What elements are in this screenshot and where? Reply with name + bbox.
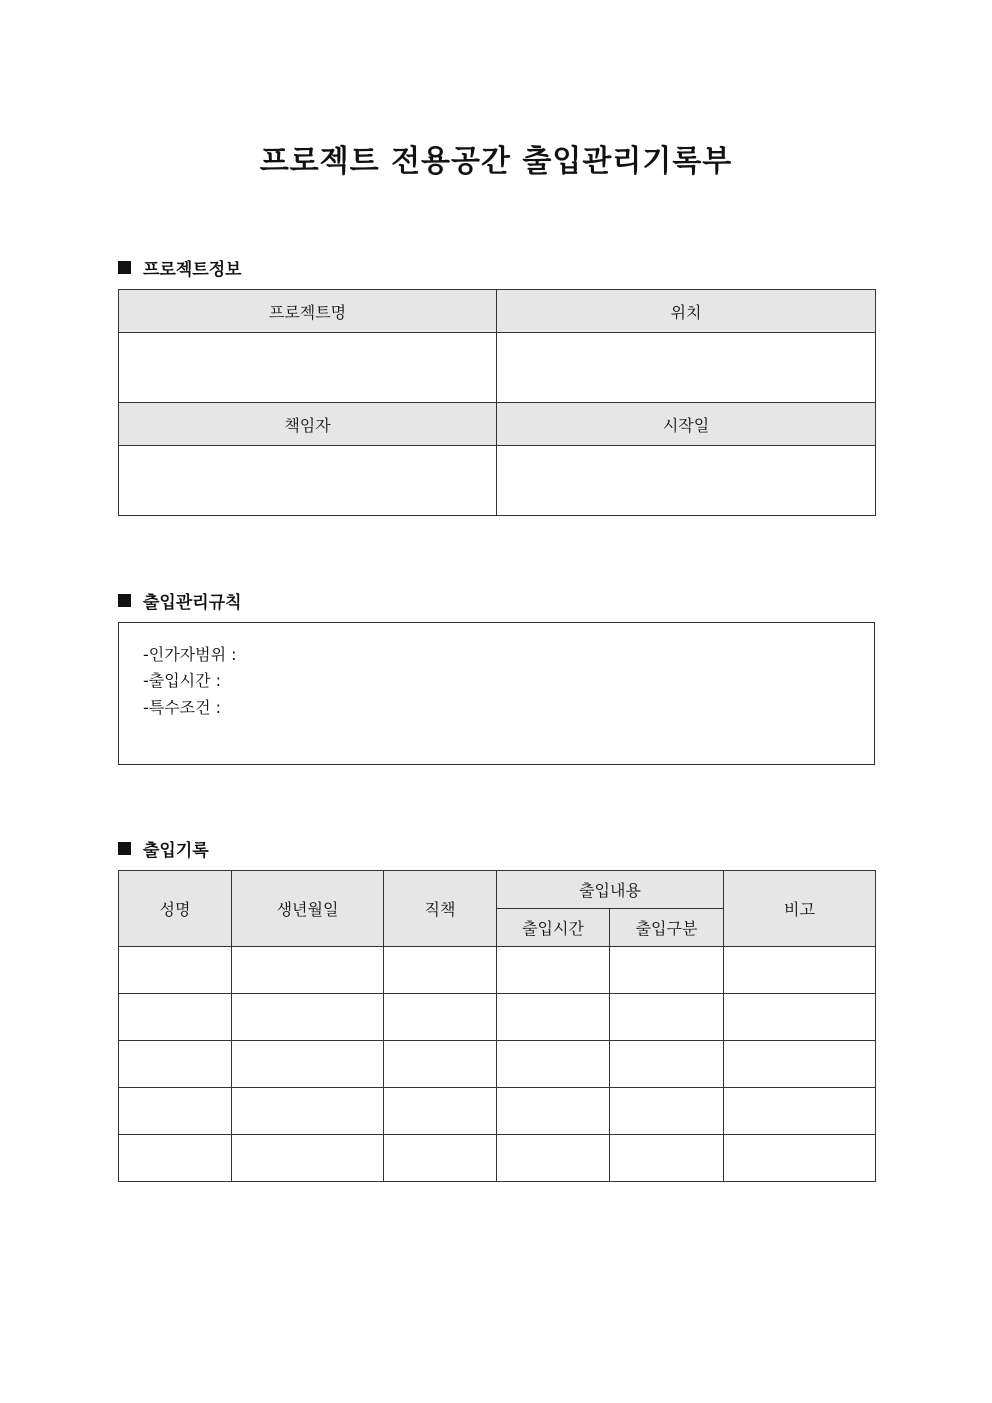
table-cell[interactable]	[610, 1088, 724, 1135]
access-type-column-header: 출입구분	[610, 909, 724, 947]
access-records-table	[118, 870, 876, 1182]
table-cell[interactable]	[497, 1088, 610, 1135]
table-cell[interactable]	[724, 947, 876, 994]
manager-label: 책임자	[119, 403, 497, 446]
access-rules-heading-label: 출입관리규칙	[143, 593, 242, 613]
table-cell[interactable]	[610, 1135, 724, 1182]
project-name-label: 프로젝트명	[119, 290, 497, 333]
table-cell[interactable]	[119, 947, 232, 994]
table-cell[interactable]	[384, 1088, 497, 1135]
table-cell[interactable]	[384, 1135, 497, 1182]
table-cell[interactable]	[724, 1135, 876, 1182]
table-cell[interactable]	[610, 1041, 724, 1088]
table-cell[interactable]	[610, 994, 724, 1041]
table-cell[interactable]	[232, 1135, 384, 1182]
table-cell[interactable]	[232, 994, 384, 1041]
table-row	[119, 947, 876, 994]
project-info-heading-label: 프로젝트정보	[143, 260, 242, 280]
project-info-heading	[118, 255, 242, 280]
table-cell[interactable]	[497, 994, 610, 1041]
page-title: 프로젝트 전용공간 출입관리기록부	[259, 144, 733, 179]
table-cell[interactable]	[232, 947, 384, 994]
table-cell[interactable]	[724, 994, 876, 1041]
table-cell[interactable]	[119, 1041, 232, 1088]
table-cell[interactable]	[384, 1041, 497, 1088]
access-details-column-header: 출입내용	[497, 871, 724, 909]
project-name-field[interactable]	[119, 333, 497, 403]
table-cell[interactable]	[232, 1041, 384, 1088]
location-label: 위치	[497, 290, 876, 333]
rule-authorized-scope: -인가자범위 :	[143, 645, 237, 664]
remarks-column-header: 비고	[724, 871, 876, 947]
table-cell[interactable]	[119, 994, 232, 1041]
table-cell[interactable]	[384, 994, 497, 1041]
rule-access-time: -출입시간 :	[143, 671, 222, 690]
square-bullet-icon	[118, 594, 131, 607]
table-cell[interactable]	[497, 1135, 610, 1182]
access-rules-heading	[118, 588, 242, 613]
table-cell[interactable]	[232, 1088, 384, 1135]
position-column-header: 직책	[384, 871, 497, 947]
table-cell[interactable]	[497, 947, 610, 994]
birthdate-column-header: 생년월일	[232, 871, 384, 947]
table-cell[interactable]	[119, 1088, 232, 1135]
table-row	[119, 1135, 876, 1182]
access-time-column-header: 출입시간	[497, 909, 610, 947]
name-column-header: 성명	[119, 871, 232, 947]
manager-field[interactable]	[119, 446, 497, 516]
table-row	[119, 994, 876, 1041]
access-records-heading	[118, 836, 209, 861]
project-info-table	[118, 289, 876, 516]
table-row	[119, 1041, 876, 1088]
table-cell[interactable]	[384, 947, 497, 994]
table-row	[119, 1088, 876, 1135]
table-cell[interactable]	[119, 1135, 232, 1182]
start-date-field[interactable]	[497, 446, 876, 516]
square-bullet-icon	[118, 842, 131, 855]
access-rules-box[interactable]	[118, 622, 875, 765]
rule-special-conditions: -특수조건 :	[143, 698, 222, 717]
table-cell[interactable]	[724, 1041, 876, 1088]
table-cell[interactable]	[610, 947, 724, 994]
start-date-label: 시작일	[497, 403, 876, 446]
table-cell[interactable]	[724, 1088, 876, 1135]
location-field[interactable]	[497, 333, 876, 403]
table-cell[interactable]	[497, 1041, 610, 1088]
access-records-heading-label: 출입기록	[143, 841, 209, 861]
square-bullet-icon	[118, 261, 131, 274]
